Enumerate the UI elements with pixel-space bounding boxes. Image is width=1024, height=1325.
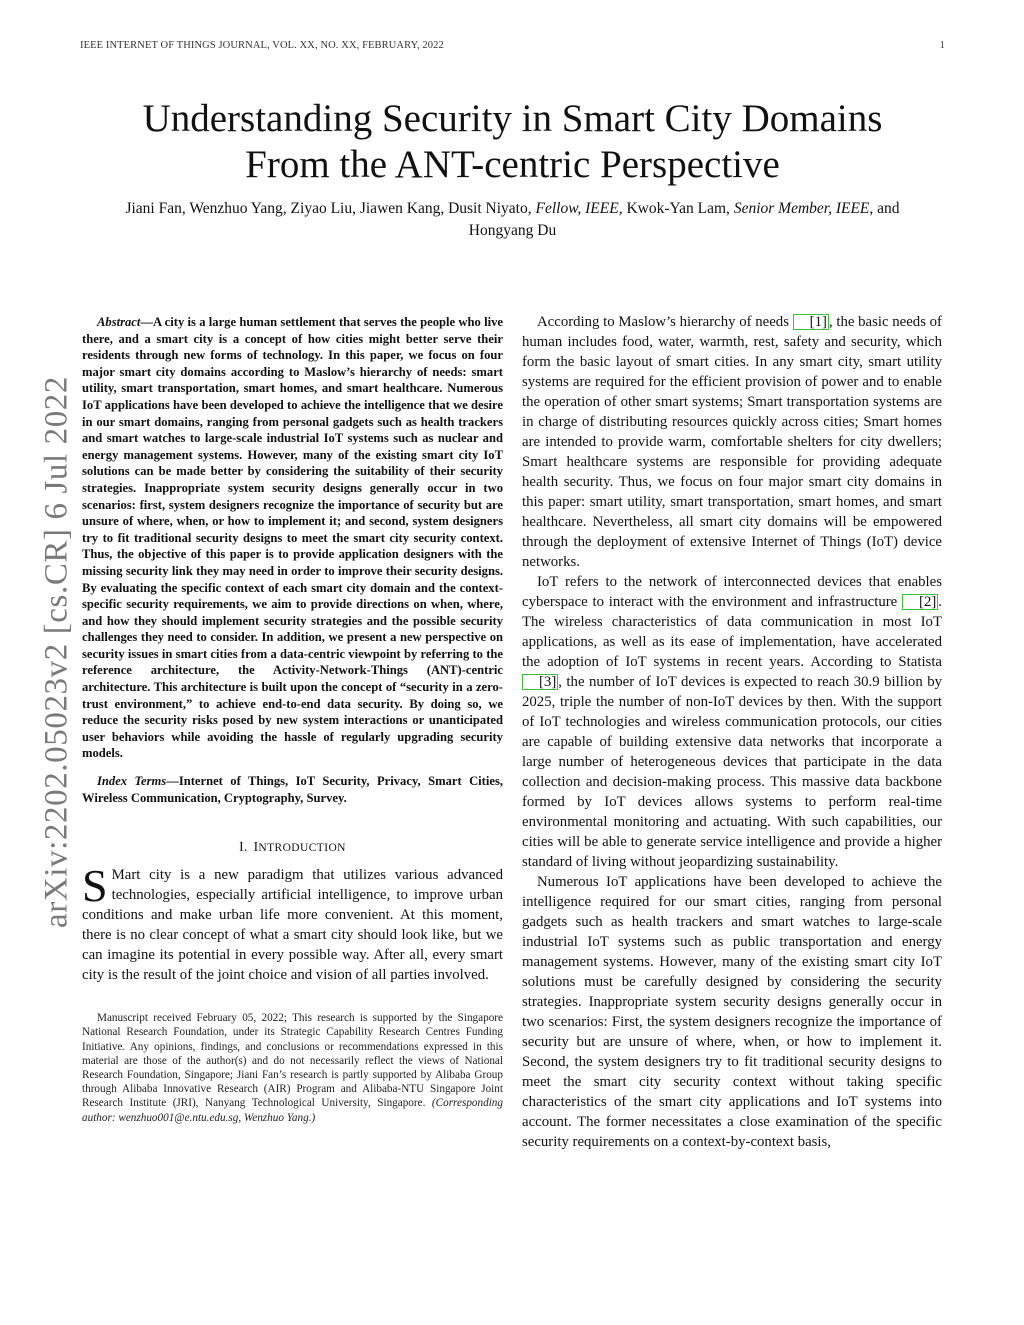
paragraph-text: . The wireless characteristics of data communication in most IoT applications, as well as its ease of implementation, have accelerated the adoption of IoT systems in recent years. According to Statista — [522, 594, 942, 670]
paragraph-text: , the basic needs of human includes food, water, warmth, rest, safety and security, which form the basic layout of smart cities. In any smart city, smart utility systems are required for the efficient provision of power and to enable the operation of other smart systems; Smart transportation systems are in charge of distributing resources quickly across cities; Smart homes are intended to provide warm, comfortable shelters for city dwellers; Smart healthcare systems are responsible for providing adequate health security. Thus, we focus on four major smart city domains in this paper: smart utility, smart transportation, smart homes, and smart healthcare. Nevertheless, all smart city domains will be empowered through the deployment of extensive Internet of Things (IoT) device networks. — [522, 314, 942, 570]
abstract — [82, 314, 503, 762]
title-line-1: Understanding Security in Smart City Domains — [142, 97, 883, 140]
authors-part-1: Jiani Fan, Wenzhuo Yang, Ziyao Liu, Jiawen Kang, Dusit Niyato, — [125, 200, 536, 217]
drop-cap: S — [82, 860, 108, 912]
right-column — [522, 312, 942, 1152]
index-terms-label: Index Terms — [97, 774, 167, 789]
page-number: 1 — [939, 40, 945, 51]
arxiv-stamp[interactable]: arXiv:2202.05023v2 [cs.CR] 6 Jul 2022 — [38, 375, 75, 929]
running-header — [80, 40, 945, 60]
paragraph-maslow — [522, 312, 942, 572]
footnote — [82, 1011, 503, 1125]
intro-paragraph — [82, 860, 503, 985]
authors-part-3: , and Hongyang Du — [468, 200, 900, 239]
author-role-senior: Senior Member, IEEE — [733, 200, 870, 217]
title-line-2: From the ANT-centric Perspective — [245, 143, 780, 186]
section-title-first: I — [253, 839, 259, 855]
paragraph-applications: Numerous IoT applications have been developed to achieve the intelligence required for our smart cities, ranging from personal gadgets such as health trackers and smart watches to large-scale industrial IoT systems such as public transportation and energy management systems. However, many of the existing smart city IoT solutions must be carefully designed by considering the security strategies. Inappropriate system security designs generally occur in two scenarios: First, the system designers recognize the importance of security but are unsure of where, when, or how to implement it. Second, the system designers try to fit traditional security designs to meet the smart city security context without taking specific characteristics of the smart city applications and IoT systems into account. The former necessitates a close examination of the specific security requirements on a context-by-context basis, — [522, 874, 942, 1150]
index-terms — [82, 773, 503, 806]
index-terms-text: —Internet of Things, IoT Security, Privacy, Smart Cities, Wireless Communication, Cryptography, Survey. — [82, 774, 503, 805]
citation-link[interactable]: [2] — [902, 594, 938, 610]
journal-header: IEEE INTERNET OF THINGS JOURNAL, VOL. XX, NO. XX, FEBRUARY, 2022 — [80, 40, 444, 51]
author-role-fellow: Fellow, IEEE — [535, 200, 619, 217]
abstract-text: —A city is a large human settlement that serves the people who live there, and a smart city is a concept of how cities might better serve their residents through new forms of technology. In this paper, we focus on four major smart city domains according to Maslow’s hierarchy of needs: smart utility, smart transportation, smart homes, and smart healthcare. Numerous IoT applications have been developed to achieve the intelligence that we desire in our smart domains, ranging from personal gadgets such as health trackers and smart watches to large-scale industrial IoT systems such as nuclear and energy management systems. However, many of the existing smart city IoT solutions can be made better by considering the suitability of their security strategies. Inappropriate system security designs generally occur in two scenarios: first, system designers recognize the importance of security but are unsure of where, when, or how to implement it; and second, system designers try to fit traditional security designs to meet the smart city security context. Thus, the objective of this paper is to provide application designers with the missing security link they may need in order to improve their security designs. By evaluating the specific context of each smart city domain and the context-specific security requirements, we aim to provide directions on when, where, and how they should implement security strategies and the possible security challenges they need to consider. In addition, we present a new perspective on security issues in smart cities from a data-centric viewpoint by referring to the reference architecture, the Activity-Network-Things (ANT)-centric architecture. This architecture is built upon the concept of “security in a zero-trust environment,” to achieve end-to-end data security. By doing so, we reduce the security risks posed by new system interactions or unanticipated user behaviors while avoiding the hassle of regularly upgrading security models. — [82, 315, 503, 761]
citation-link[interactable]: [3] — [522, 674, 558, 690]
intro-text: Mart city is a new paradigm that utilizes various advanced technologies, especially artificial intelligence, to improve urban conditions and make urban life more convenient. At this moment, there is no clear concept of what a smart city should look like, but we can imagine its potential in every possible way. After all, every smart city is the result of the joint choice and vision of all parties involved. — [82, 867, 503, 984]
abstract-label: Abstract — [97, 315, 141, 329]
paper-title — [80, 96, 945, 188]
paragraph-text: IoT refers to the network of interconnected devices that enables cyberspace to interact with the environment and infrastructure — [522, 574, 942, 610]
author-list — [100, 198, 925, 242]
left-column — [82, 314, 503, 1125]
paragraph-text: According to Maslow’s hierarchy of needs — [537, 314, 793, 330]
corresponding-author: (Corresponding author: wenzhuo001@e.ntu.edu.sg, Wenzhuo Yang.) — [82, 1097, 503, 1124]
section-number: I. — [239, 839, 248, 855]
section-heading-introduction — [82, 839, 503, 855]
citation-link[interactable]: [1] — [793, 314, 829, 330]
paragraph-iot — [522, 572, 942, 872]
section-title-rest: NTRODUCTION — [258, 842, 346, 855]
authors-part-2: , Kwok-Yan Lam, — [618, 200, 734, 217]
footnote-text: Manuscript received February 05, 2022; This research is supported by the Singapore National Research Foundation, under its Strategic Capability Research Centres Funding Initiative. Any opinions, findings, and conclusions or recommendations expressed in this material are those of the author(s) and do not necessarily reflect the views of National Research Foundation, Singapore; Jiani Fan’s research is partly supported by Alibaba Group through Alibaba Innovative Research (AIR) Program and Alibaba-NTU Singapore Joint Research Institute (JRI), Nanyang Technological University, Singapore. — [82, 1012, 503, 1110]
paragraph-text: , the number of IoT devices is expected to reach 30.9 billion by 2025, triple the number of non-IoT devices by then. With the support of IoT technologies and wireless communication protocols, our cities are capable of building extensive data networks that incorporate a large number of heterogeneous devices that participate in the data collection and decision-making process. This massive data backbone formed by IoT devices allows systems to perform real-time environmental monitoring and actuating. With such capabilities, our cities will be able to generate service intelligence and provide a higher standard of living without jeopardizing sustainability. — [522, 674, 942, 870]
